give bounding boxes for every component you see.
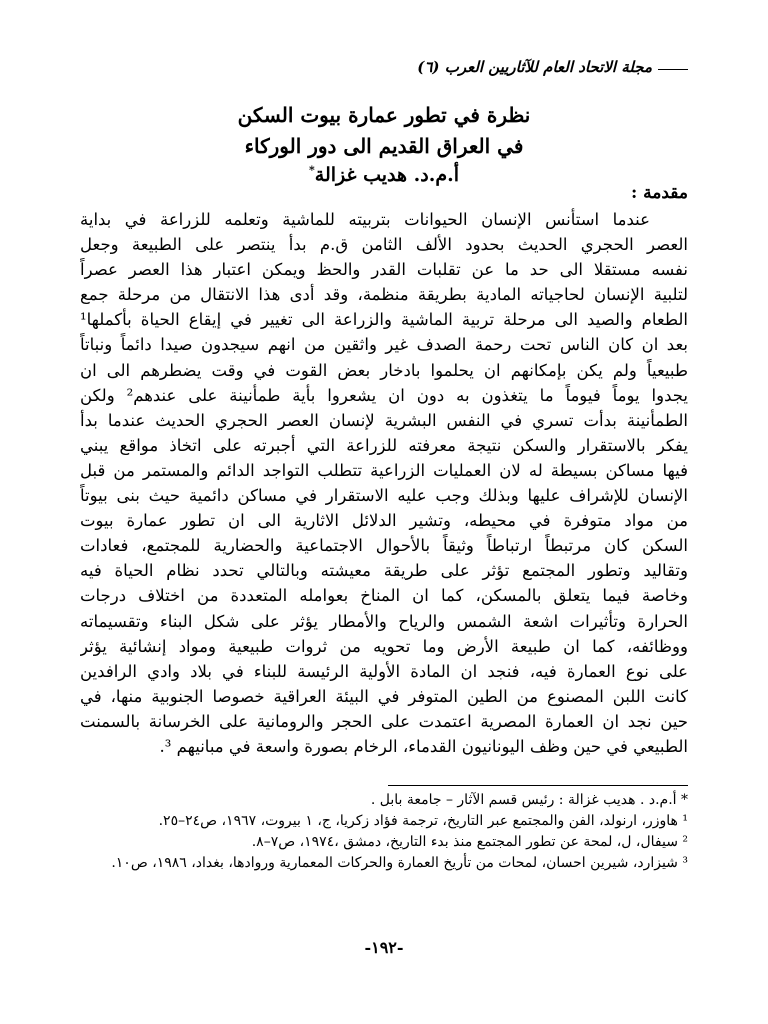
- body-line: فيها مساكن بسيطة له لان العمليات الزراعية تتطلب التواجد الدائم والمستمر من قبل: [80, 460, 688, 480]
- body-line: طبيعياً ولم يكن بإمكانهم ان يحلموا بادخار بعض القوت في وقت يضطرهم الى ان: [80, 360, 688, 380]
- body-line: الإنسان للإشراف عليها وبذلك وجب عليه الاستقرار في مساكن دائمية حيث بنى بيوتاً: [80, 486, 688, 506]
- footnote: * أ.م.د . هديب غزالة : رئيس قسم الآثار – جامعة بابل .: [370, 792, 688, 808]
- article-title-block: [0, 100, 768, 188]
- body-line: السكن كان مرتبطاً ارتباطاً وثيقاً بالأحوال الاجتماعية والحضارية للمجتمع، فعادات: [80, 536, 688, 556]
- article-title-line-2: في العراق القديم الى دور الوركاء: [244, 134, 524, 158]
- body-line: يجدوا يوماً فيوماً ما يتغذون به دون ان يشعروا بأية طمأنينة على عندهم² ولكن: [80, 385, 688, 405]
- body-line: يفكر بالاستقرار والسكن نتيجة معرفته للزراعة التي أجبرته على اتخاذ مواقع يبني: [80, 435, 688, 455]
- body-line: العصر الحجري الحديث بحدود الألف الثامن ق.م بدأ ينتصر على الطبيعة وجعل: [80, 235, 688, 255]
- body-line: على نوع العمارة فيه، فنجد ان المادة الأولية الرئيسة للبناء في بلاد وادي الرافدين: [80, 661, 688, 681]
- body-line: ووظائفه، كما ان طبيعة الأرض وما تحويه من ثروات طبيعية ومواد إنشائية يؤثر: [80, 636, 688, 656]
- body-line: الطمأنينة بدأت تسري في النفس البشرية لإنسان العصر الحجري الحديث عندما بدأ: [80, 410, 688, 430]
- body-line: وخاصة فيما يتعلق بالمسكن، كما ان المناخ بعوامله المتعددة من اختلاف درجات: [80, 586, 688, 606]
- body-line: عندما استأنس الإنسان الحيوانات بتربيته للماشية وتعلمه للزراعة في بداية: [80, 210, 650, 229]
- footnote: ² سيفال، ل، لمحة عن تطور المجتمع منذ بدء التاريخ، دمشق ،١٩٧٤، ص٧–٨.: [251, 834, 688, 850]
- body-line: بعد ان كان الناس تحت رحمة الصدف غير واثقين من انهم سيجدون صيدا دائماً ونباتاً: [80, 335, 688, 355]
- footnote: ¹ هاوزر، ارنولد، الفن والمجتمع عبر التاريخ، ترجمة فؤاد زكريا، ج، ١ بيروت، ١٩٦٧، ص٢٤–٢٥.: [158, 813, 688, 829]
- author-footnote-mark: *: [309, 163, 315, 177]
- body-line: الحرارة وتأثيرات اشعة الشمس والرياح والأمطار يؤثر على شكل البناء وتقسيماته: [80, 611, 688, 631]
- journal-title: مجلة الاتحاد العام للآثاريين العرب (٦): [417, 58, 652, 76]
- footnote: ³ شيزارد، شيرين احسان، لمحات من تأريخ العمارة والحركات المعمارية وروادها، بغداد، ١٩٨٦، ص١٠.: [111, 855, 688, 871]
- footnote-rule: [388, 785, 688, 786]
- header-rule: [658, 69, 688, 70]
- section-heading: مقدمة :: [630, 183, 688, 203]
- body-paragraph: [80, 207, 688, 759]
- body-line: الطبيعي في حين وظف اليونانيون القدماء، الرخام بصورة واسعة في مبانيهم ³.: [159, 736, 688, 756]
- body-line: كانت اللبن المصنوع من الطين المتوفر في البيئة العراقية خصوصا الجنوبية منها، في: [80, 686, 688, 706]
- article-title-line-1: نظرة في تطور عمارة بيوت السكن: [237, 103, 531, 127]
- body-line: نفسه مستقلا الى حد ما عن تقلبات القدر والحظ ويمكن اعتبار هذا العصر عصراً: [80, 260, 688, 280]
- body-line: الطعام والصيد الى مرحلة تربية الماشية والزراعة الى تغيير في إيقاع الحياة بأكملها¹: [80, 310, 688, 330]
- author-name: أ.م.د. هديب غزالة: [314, 164, 459, 186]
- running-header: [417, 58, 688, 76]
- footnotes: [80, 790, 688, 874]
- body-line: لتلبية الإنسان لحاجياته المادية بطريقة منظمة، وقد أدى هذا الانتقال من مرحلة جمع: [80, 285, 688, 305]
- page-number: -١٩٢-: [364, 938, 404, 957]
- body-line: حين نجد ان العمارة المصرية اعتمدت على الحجر والرومانية على الخرسانة بالسمنت: [80, 711, 688, 731]
- body-line: من مواد متوفرة في محيطه، وتشير الدلائل الاثارية الى ان تطور عمارة بيوت: [80, 511, 688, 531]
- body-line: وتقاليد وتطور المجتمع تؤثر على طريقة معيشته وبالتالي تحدد نظام الحياة فيه: [80, 561, 688, 581]
